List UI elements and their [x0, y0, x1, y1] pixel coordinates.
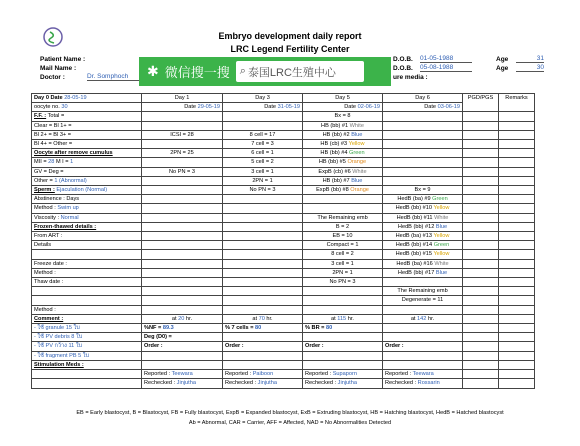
- deg-d0-label: Deg (D0) =: [144, 334, 172, 341]
- order-label: Order :: [385, 343, 404, 350]
- day5-cell: HB (bb) #4: [320, 150, 350, 157]
- doctor-label: Doctor :: [40, 74, 65, 81]
- at-label: at: [171, 315, 177, 322]
- order-label: Order :: [225, 343, 244, 350]
- comment-line: - ใช้ PV กว้าง 11 ใบ: [34, 343, 83, 350]
- embryo-color-tag: Blue: [351, 177, 363, 184]
- rechecked-day5-value: Jinjutha: [337, 380, 357, 387]
- day6-hours: 142: [417, 315, 427, 322]
- comment-line: - ใช้ fragment PB 5 ใบ: [34, 352, 90, 359]
- embryo-color-tag: White: [352, 168, 367, 175]
- embryo-color-tag: White: [434, 214, 449, 221]
- day6-cell: Degenerate = 11: [401, 297, 444, 304]
- hr-label: hr.: [185, 315, 193, 322]
- date-label: Date: [344, 104, 357, 111]
- day6-cell: HedB (ba) #16: [396, 260, 435, 267]
- table-row: [32, 268, 535, 277]
- day6-cell: HedB (bb) #11: [396, 214, 435, 221]
- percent-row: [32, 324, 535, 333]
- day5-cell: HB (bb) #1: [321, 122, 350, 129]
- at-label: at: [410, 315, 416, 322]
- table-row: [32, 186, 535, 195]
- day1-cell: No PN = 3: [169, 168, 195, 175]
- embryo-color-tag: Green: [432, 196, 448, 203]
- day6-cell: HedB (bb) #12: [397, 223, 436, 230]
- day5-cell: 2PN = 1: [332, 269, 353, 276]
- reported-day3-value: Paiboon: [252, 371, 274, 378]
- day1-date: 29-05-19: [197, 104, 220, 111]
- comment-line: - ใช้ PV debris 8 ใบ: [34, 334, 83, 341]
- table-row: [32, 259, 535, 268]
- search-icon: ⌕: [239, 65, 246, 77]
- comment-row: [32, 351, 535, 360]
- clinic-name: LRC Legend Fertility Center: [230, 44, 350, 54]
- age1-label: Age: [496, 56, 509, 63]
- comment-row: [32, 360, 535, 369]
- mi-value: 1: [70, 159, 74, 166]
- table-row: [32, 213, 535, 222]
- details-label: Details: [34, 242, 52, 249]
- day3-label: Day 3: [255, 95, 270, 101]
- mail-name-label: Mail Name :: [40, 65, 77, 72]
- table-row: [32, 222, 535, 231]
- day5-cell: No PN = 3: [329, 279, 356, 286]
- seven-cells-label: % 7 cells =: [225, 325, 254, 332]
- day6-cell: Bx = 9: [414, 187, 431, 194]
- freeze-date-label: Freeze date :: [34, 260, 67, 267]
- date-label: Date: [50, 95, 63, 101]
- nf-label: %NF =: [144, 325, 162, 332]
- day5-cell: HB (bb) #2: [322, 131, 352, 138]
- day6-cell: The Remaining emb: [397, 288, 448, 295]
- day5-cell: HB (bb) #5: [318, 159, 348, 166]
- order-row: [32, 342, 535, 351]
- embryo-color-tag: Orange: [350, 187, 369, 194]
- table-row: [32, 149, 535, 158]
- rechecked-day3-value: Jinjutha: [257, 380, 277, 387]
- mii-label: MII =: [34, 159, 47, 166]
- bl4-label: Bl 4+ =: [34, 141, 52, 148]
- day5-cell: ExpB (cb) #6: [318, 168, 353, 175]
- table-row: [32, 167, 535, 176]
- sperm-label: Sperm :: [34, 187, 55, 194]
- method3-label: Method :: [34, 306, 56, 313]
- method2-label: Method :: [34, 269, 56, 276]
- day5-date: 02-06-19: [357, 104, 380, 111]
- days-label: Days: [66, 196, 80, 203]
- table-row: [32, 287, 535, 296]
- day5-cell: ExpB (bb) #8: [316, 187, 351, 194]
- embryo-color-tag: Blue: [435, 223, 448, 230]
- embryo-color-tag: Yellow: [433, 205, 450, 212]
- rechecked-day5-label: Rechecked :: [305, 380, 337, 387]
- watermark-search: [236, 61, 364, 82]
- date-label: Date: [184, 104, 197, 111]
- table-row: [32, 241, 535, 250]
- rechecked-day6-value: Rossarin: [417, 380, 440, 387]
- report-title: Embryo development daily report: [218, 31, 362, 41]
- rechecked-row: [32, 379, 535, 388]
- embryo-color-tag: Yellow: [348, 141, 365, 148]
- date-row: [32, 103, 535, 112]
- reported-day6-value: Teewara: [412, 371, 434, 378]
- table-row: [32, 158, 535, 167]
- bl2-label: Bl 2+ =: [34, 131, 52, 138]
- sperm-value: Ejaculation (Normal): [56, 187, 108, 194]
- table-row: [32, 176, 535, 185]
- embryo-color-tag: Green: [433, 242, 450, 249]
- hr-label: hr.: [427, 315, 435, 322]
- day6-cell: HedB (bb) #14: [395, 242, 434, 249]
- day3-cell: No PN = 3: [249, 187, 276, 194]
- embryo-color-tag: Yellow: [433, 251, 450, 258]
- day3-cell: 6 cell = 1: [251, 150, 274, 157]
- age1-value: 31: [516, 55, 544, 63]
- clear-label: Clear =: [34, 122, 53, 129]
- sparkle-icon: ✱: [147, 63, 159, 79]
- table-row: [32, 278, 535, 287]
- table-row: [32, 232, 535, 241]
- bl3-label: Bl 3+ =: [53, 131, 72, 138]
- day3-cell: 7 cell = 3: [251, 141, 274, 148]
- rechecked-day1-label: Rechecked :: [144, 380, 176, 387]
- embryo-color-tag: Orange: [347, 159, 367, 166]
- watermark-search-text: 泰国LRC生殖中心: [247, 66, 336, 79]
- age2-label: Age: [496, 65, 509, 72]
- reported-day1-value: Teewara: [171, 371, 193, 378]
- age2-value: 30: [516, 64, 544, 72]
- day5-cell: EB = 10: [332, 233, 353, 240]
- hr-label: hr.: [347, 315, 354, 322]
- day5-hours: 115: [337, 315, 347, 322]
- comment-line: - ใช้ granule 15 ใบ: [34, 325, 80, 332]
- rechecked-day3-label: Rechecked :: [225, 380, 257, 387]
- day3-date: 31-05-19: [277, 104, 300, 111]
- table-row: [32, 112, 535, 121]
- abstinence-label: Abstinence :: [34, 196, 65, 203]
- day5-cell: 8 cell = 2: [331, 251, 354, 258]
- day5-cell: HB (cb) #3: [320, 141, 349, 148]
- dob2-label: D.O.B.: [393, 65, 413, 72]
- at-label: at: [331, 315, 336, 322]
- method-label: Method :: [34, 205, 56, 212]
- reported-day6-label: Reported :: [385, 371, 412, 378]
- dob1-value: 01-05-1988: [420, 55, 472, 63]
- dob2-value: 05-08-1988: [420, 64, 472, 72]
- day3-cell: 5 cell = 2: [251, 159, 274, 166]
- embryo-color-tag: White: [349, 122, 364, 129]
- reported-row: [32, 370, 535, 379]
- deg-label: Deg =: [48, 168, 64, 175]
- embryo-color-tag: White: [434, 260, 449, 267]
- date-label: Date: [424, 104, 437, 111]
- order-label: Order :: [305, 343, 324, 350]
- at-label: at: [252, 315, 258, 322]
- day5-label: Day 5: [335, 95, 350, 101]
- frozen-details-label: Frozen-thawed details :: [34, 223, 97, 230]
- table-row: [32, 296, 535, 305]
- day6-cell: HedB (bb) #10: [395, 205, 434, 212]
- mii-value: 28: [48, 159, 55, 166]
- comment-label: Comment :: [34, 315, 64, 322]
- legend-line-1: EB = Early blastocyst, B = Blastocyst, FB = Fully blastocyst, ExpB = Expanded blastocyst, ExB = Extruding blastocyst, HB = Hatching blastocyst, HedB = Hatched blastocyst: [76, 410, 504, 416]
- dob1-label: D.O.B.: [393, 56, 413, 63]
- br-value: 80: [326, 325, 333, 332]
- day6-cell: HedB (ba) #13: [395, 233, 434, 240]
- other-label: Other =: [53, 141, 73, 148]
- day1-label: Day 1: [174, 95, 190, 101]
- table-row: [32, 130, 535, 139]
- hr-label: hr.: [266, 315, 273, 322]
- legend-line-2: Ab = Abnormal, CAR = Carrier, AFF = Affected, NAD = No Abnormalities Detected: [188, 420, 392, 426]
- reported-day1-label: Reported :: [144, 371, 171, 378]
- thaw-date-label: Thaw date :: [34, 279, 64, 286]
- table-row: [32, 195, 535, 204]
- day5-cell: Compact = 1: [326, 242, 359, 249]
- viscosity-label: Viscosity :: [34, 214, 60, 221]
- comment-row: [32, 333, 535, 342]
- day3-cell: 3 cell = 1: [251, 168, 274, 175]
- embryo-color-tag: Yellow: [433, 233, 450, 240]
- day5-cell: HB (bb) #7: [322, 177, 352, 184]
- gv-label: GV =: [34, 168, 47, 175]
- other2-value: 1 (Abnormal): [54, 177, 87, 184]
- mi-label: M I =: [55, 159, 69, 166]
- table-row: [32, 250, 535, 259]
- total-label: Total =: [47, 113, 65, 120]
- bl1-label: Bl 1+ =: [53, 122, 72, 129]
- patient-name-label: Patient Name :: [40, 56, 86, 63]
- embryo-color-tag: Blue: [351, 131, 363, 138]
- other2-label: Other =: [34, 177, 53, 184]
- method-value: Swim up: [57, 205, 79, 212]
- table-row: [32, 140, 535, 149]
- embryo-report-table: [31, 93, 535, 389]
- embryo-color-tag: Green: [349, 150, 365, 157]
- viscosity-value: Normal: [60, 214, 79, 221]
- oocyte-after-label: Oocyte after remove cumulus: [34, 150, 113, 157]
- day6-cell: HedB (bb) #17: [397, 269, 436, 276]
- day3-cell: 8 cell = 17: [249, 131, 276, 138]
- table-row: [32, 204, 535, 213]
- watermark-text: 微信搜一搜: [164, 65, 230, 80]
- date-label: Date: [264, 104, 277, 111]
- reported-day3-label: Reported :: [225, 371, 252, 378]
- day1-cell: 2PN = 25: [170, 150, 194, 157]
- day0-label: Day 0: [34, 95, 49, 101]
- rechecked-day1-value: Jinjutha: [176, 380, 196, 387]
- day6-cell: HedB (bb) #15: [395, 251, 434, 258]
- ff-label: F.F. :: [34, 113, 47, 120]
- table-row: [32, 121, 535, 130]
- day1-cell: ICSI = 28: [170, 131, 194, 138]
- wechat-watermark: [139, 57, 391, 86]
- reported-day5-label: Reported :: [305, 371, 332, 378]
- day1-hours: 20: [178, 315, 185, 322]
- embryo-color-tag: Blue: [435, 269, 448, 276]
- day5-cell: The Remaining emb: [317, 214, 368, 221]
- day3-cell: 2PN = 1: [252, 177, 273, 184]
- day6-label: Day 6: [415, 95, 430, 101]
- rechecked-day6-label: Rechecked :: [385, 380, 417, 387]
- br-label: % BR =: [305, 325, 325, 332]
- oocyte-no-value: 30: [61, 104, 68, 111]
- day5-cell: 3 cell = 1: [331, 260, 354, 267]
- order-label: Order :: [144, 343, 163, 350]
- culture-media-label: ure media :: [393, 74, 428, 81]
- day3-hours: 70: [258, 315, 265, 322]
- day6-cell: HedB (ba) #9: [397, 196, 433, 203]
- remarks-label: Remarks: [505, 95, 528, 101]
- reported-day5-value: Supaporn: [332, 371, 357, 378]
- header-row: [32, 94, 535, 103]
- day5-cell: B = 2: [335, 223, 350, 230]
- comment-row: [32, 314, 535, 323]
- day5-cell: Bx = 8: [334, 113, 351, 120]
- from-art-label: From ART :: [34, 233, 63, 240]
- stimulation-label: Stimulation Meds :: [34, 361, 84, 368]
- nf-value: 89.3: [162, 325, 174, 332]
- day0-date: 28-05-19: [64, 95, 87, 101]
- day6-date: 03-06-19: [437, 104, 460, 111]
- doctor-value: Dr. Somphoch: [87, 73, 139, 81]
- pgd-label: PGD/PGS: [467, 95, 494, 101]
- table-row: [32, 305, 535, 314]
- seven-cells-value: 80: [255, 325, 262, 332]
- oocyte-no-label: oocyte no.: [34, 104, 60, 111]
